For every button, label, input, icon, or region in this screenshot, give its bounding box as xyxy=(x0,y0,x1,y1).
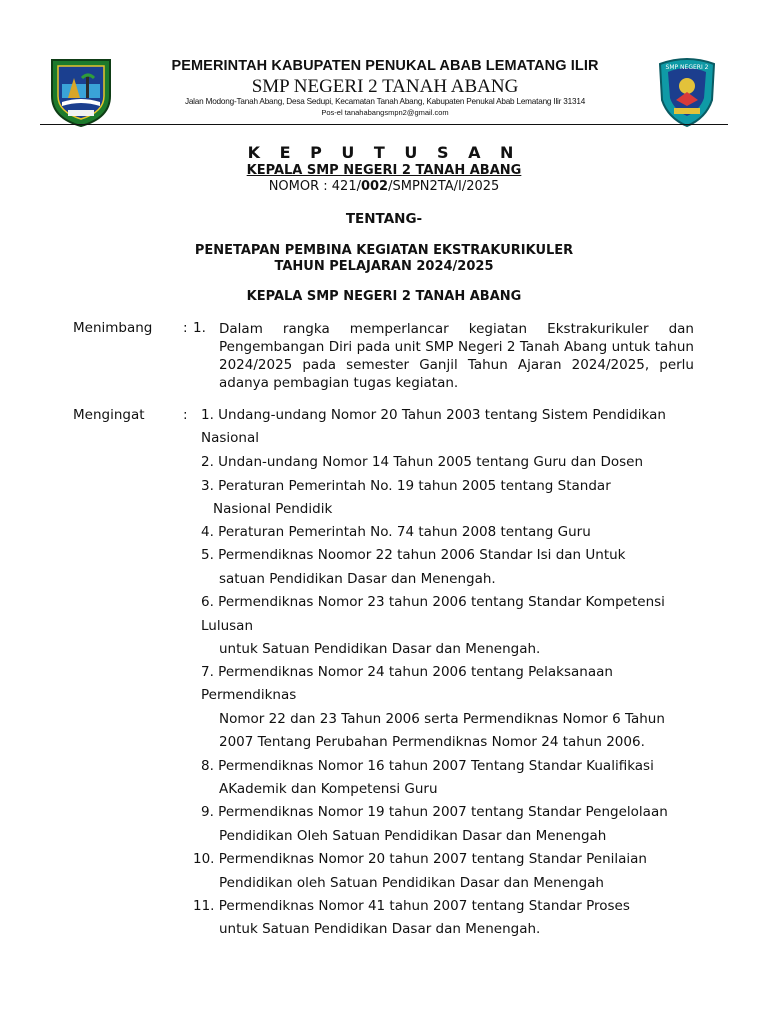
mengingat-line: 10. Permendiknas Nomor 20 tahun 2007 tentang Standar Penilaian xyxy=(193,851,647,867)
kabupaten-logo xyxy=(48,56,114,128)
decree-number-suffix: /SMPN2TA/I/2025 xyxy=(388,179,500,194)
mengingat-line: 11. Permendiknas Nomor 41 tahun 2007 tentang Standar Proses xyxy=(193,898,630,914)
mengingat-line: 7. Permendiknas Nomor 24 tahun 2006 tentang Pelaksanaan xyxy=(201,664,613,680)
decree-number-prefix: NOMOR : 421/ xyxy=(268,179,361,194)
mengingat-line: Permendiknas xyxy=(201,687,297,703)
mengingat-line: satuan Pendidikan Dasar dan Menengah. xyxy=(219,571,496,587)
mengingat-line: 4. Peraturan Pemerintah No. 74 tahun 2008 tentang Guru xyxy=(201,524,591,540)
mengingat-line: Nasional xyxy=(201,430,259,446)
decree-number-bold: 002 xyxy=(360,179,389,194)
letterhead-address: Jalan Modong-Tanah Abang, Desa Sedupi, Kecamatan Tanah Abang, Kabupaten Penukal Abab Lematang Ilir 31314 xyxy=(184,97,586,106)
mengingat-line: Nasional Pendidik xyxy=(213,501,333,517)
mengingat-line: AKademik dan Kompetensi Guru xyxy=(219,781,438,797)
mengingat-line: 8. Permendiknas Nomor 16 tahun 2007 Tentang Standar Kualifikasi xyxy=(201,758,654,774)
svg-text:SMP NEGERI 2: SMP NEGERI 2 xyxy=(665,64,709,71)
mengingat-label: Mengingat xyxy=(73,407,145,423)
mengingat-line: Nomor 22 dan 23 Tahun 2006 serta Permendiknas Nomor 6 Tahun xyxy=(219,711,665,727)
mengingat-line: 2007 Tentang Perubahan Permendiknas Nomor 24 tahun 2006. xyxy=(219,734,645,750)
mengingat-line: 2. Undan-undang Nomor 14 Tahun 2005 tentang Guru dan Dosen xyxy=(201,454,644,470)
mengingat-line: Pendidikan oleh Satuan Pendidikan Dasar dan Menengah xyxy=(219,875,604,891)
decree-subject-line1: PENETAPAN PEMBINA KEGIATAN EKSTRAKURIKULER xyxy=(194,243,574,258)
mengingat-colon: : xyxy=(183,407,188,423)
mengingat-line: 5. Permendiknas Noomor 22 tahun 2006 Standar Isi dan Untuk xyxy=(201,547,626,563)
mengingat-line: Pendidikan Oleh Satuan Pendidikan Dasar dan Menengah xyxy=(219,828,607,844)
decree-title: K E P U T U S A N xyxy=(247,143,521,162)
mengingat-line: untuk Satuan Pendidikan Dasar dan Menengah. xyxy=(219,921,541,937)
letterhead-email: Pos-el tanahabangsmpn2@gmail.com xyxy=(321,108,449,117)
decree-issuer: KEPALA SMP NEGERI 2 TANAH ABANG xyxy=(246,163,522,178)
mengingat-line: Lulusan xyxy=(201,618,254,634)
decree-tentang: TENTANG- xyxy=(345,211,423,227)
mengingat-line: 6. Permendiknas Nomor 23 tahun 2006 tentang Standar Kompetensi xyxy=(201,594,665,610)
menimbang-number: 1. xyxy=(193,320,206,336)
letterhead-government: PEMERINTAH KABUPATEN PENUKAL ABAB LEMATANG ILIR xyxy=(171,58,599,74)
decree-issuer-repeat: KEPALA SMP NEGERI 2 TANAH ABANG xyxy=(246,289,522,304)
mengingat-line: 3. Peraturan Pemerintah No. 19 tahun 2005 tentang Standar xyxy=(201,478,611,494)
menimbang-text: Dalam rangka memperlancar kegiatan Ekstrakurikuler dan Pengembangan Diri pada unit SMP Negeri 2 Tanah Abang untuk tahun 2024/2025 pada semester Ganjil Tahun Ajaran 2024/2025, perlu adanya pembagian tugas kegiatan. xyxy=(219,321,694,391)
decree-number xyxy=(0,179,768,194)
letterhead-divider xyxy=(40,124,728,125)
menimbang-label: Menimbang xyxy=(73,320,153,336)
mengingat-line: 9. Permendiknas Nomor 19 tahun 2007 tentang Standar Pengelolaan xyxy=(201,804,668,820)
mengingat-line: 1. Undang-undang Nomor 20 Tahun 2003 tentang Sistem Pendidikan xyxy=(201,407,666,423)
letterhead-school-name: SMP NEGERI 2 TANAH ABANG xyxy=(251,76,519,97)
decree-subject-line2: TAHUN PELAJARAN 2024/2025 xyxy=(274,259,494,274)
menimbang-colon: : xyxy=(183,320,188,336)
mengingat-line: untuk Satuan Pendidikan Dasar dan Menengah. xyxy=(219,641,541,657)
school-logo xyxy=(656,56,718,128)
